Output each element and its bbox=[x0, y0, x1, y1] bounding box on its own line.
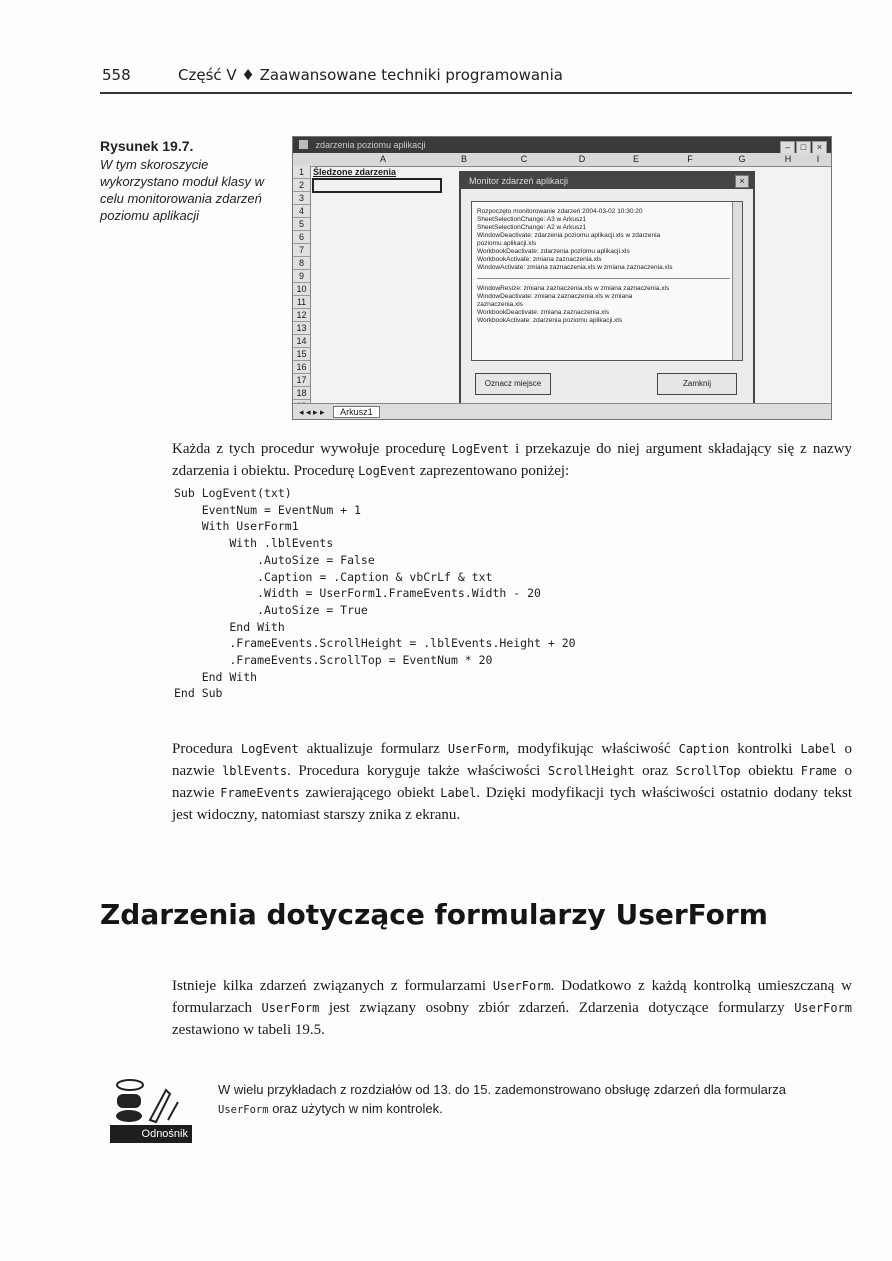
column-header: H bbox=[784, 154, 792, 164]
row-number: 12 bbox=[293, 309, 311, 322]
mark-button: Oznacz miejsce bbox=[475, 373, 551, 395]
excel-titlebar bbox=[293, 137, 831, 153]
inline-code: ScrollHeight bbox=[547, 764, 635, 778]
text: . Dodatkowo z każdą kontrolką umieszczaną w formularzach bbox=[172, 978, 853, 1016]
text: aktualizuje formularz bbox=[298, 741, 448, 757]
note-text bbox=[218, 1080, 838, 1120]
monitor-dialog bbox=[459, 171, 755, 411]
inline-code: Frame bbox=[800, 764, 837, 778]
minimize-icon: – bbox=[780, 141, 795, 154]
log-line: WorkbookActivate: zmiana zaznaczenia.xls bbox=[477, 256, 602, 263]
column-header: G bbox=[738, 154, 746, 164]
cell-a1: Śledzone zdarzenia bbox=[313, 167, 397, 177]
header-rule bbox=[100, 92, 852, 94]
log-scrollbar bbox=[732, 202, 742, 360]
sheet-nav-arrows: ◂ ◂ ▸ ▸ bbox=[299, 407, 325, 417]
row-number: 4 bbox=[293, 205, 311, 218]
row-number: 7 bbox=[293, 244, 311, 257]
row-number: 16 bbox=[293, 361, 311, 374]
inline-code: Label bbox=[440, 786, 477, 800]
log-line: WindowDeactivate: zdarzenia poziomu aplikacji.xls w zdarzenia bbox=[477, 232, 661, 239]
sheet-tabs bbox=[293, 403, 831, 420]
log-line: SheetSelectionChange: A2 w Arkusz1 bbox=[477, 224, 587, 231]
text: o nazwie bbox=[172, 741, 853, 779]
excel-icon bbox=[299, 140, 308, 149]
row-number: 11 bbox=[293, 296, 311, 309]
excel-window-title: zdarzenia poziomu aplikacji bbox=[315, 140, 426, 150]
text: jest związany osobny zbiór zdarzeń. Zdarzenia dotyczące formularzy bbox=[319, 1000, 795, 1016]
paragraph-3 bbox=[172, 975, 852, 1041]
running-header bbox=[100, 66, 852, 92]
log-line: WorkbookActivate: zdarzenia poziomu aplikacji.xls bbox=[477, 317, 623, 324]
inline-code: Caption bbox=[678, 742, 730, 756]
text: kontrolki bbox=[729, 741, 801, 757]
inline-code: UserForm bbox=[218, 1104, 269, 1116]
inline-code: LogEvent bbox=[240, 742, 299, 756]
row-number: 5 bbox=[293, 218, 311, 231]
text: zestawiono w tabeli 19.5. bbox=[172, 1022, 325, 1038]
active-cell bbox=[312, 178, 442, 193]
log-line: WindowActivate: zmiana zaznaczenia.xls w zmiana zaznaczenia.xls bbox=[477, 264, 673, 271]
column-header: B bbox=[460, 154, 467, 164]
sheet-tab: Arkusz1 bbox=[333, 406, 380, 418]
log-line: Rozpoczęto monitorowanie zdarzeń 2004-03-02 10:30:20 bbox=[477, 208, 643, 215]
inline-code: LogEvent bbox=[358, 464, 416, 478]
dialog-title: Monitor zdarzeń aplikacji bbox=[461, 173, 753, 189]
row-numbers bbox=[293, 166, 311, 413]
text: i przekazuje do niej argument składający się z nazwy zdarzenia i obiektu. Procedurę bbox=[172, 441, 852, 479]
column-header: C bbox=[520, 154, 528, 164]
inline-code: UserForm bbox=[794, 1001, 852, 1015]
log-line: zaznaczenia.xls bbox=[477, 301, 523, 308]
row-number: 10 bbox=[293, 283, 311, 296]
column-headers bbox=[293, 153, 831, 167]
paragraph-1 bbox=[172, 438, 852, 482]
section-heading: Zdarzenia dotyczące formularzy UserForm bbox=[100, 898, 768, 931]
close-icon: × bbox=[812, 141, 827, 154]
text: W wielu przykładach z rozdziałów od 13. do 15. zademonstrowano obsługę zdarzeń dla formularza bbox=[218, 1082, 786, 1097]
code-listing: Sub LogEvent(txt) EventNum = EventNum + 1 With UserForm1 With .lblEvents .AutoSize = False .Caption = .Caption & vbCrLf & txt .Width = UserForm1.FrameEvents.Width - 20 .AutoSize = True End With .FrameEvents.ScrollHeight = .lblEvents.Height + 20 .FrameEvents.ScrollTop = EventNum * 20 End With End Sub bbox=[174, 486, 576, 701]
row-number: 3 bbox=[293, 192, 311, 205]
text: o nazwie bbox=[172, 763, 852, 801]
log-line: WorkbookDeactivate: zdarzenia poziomu aplikacji.xls bbox=[477, 248, 630, 255]
text: . Dzięki modyfikacji tych właściwości ostatnio dodany tekst jest widoczny, natomiast starszy znika z ekranu. bbox=[172, 785, 852, 823]
figure-screenshot bbox=[292, 136, 832, 420]
text: oraz bbox=[634, 763, 676, 779]
row-number: 8 bbox=[293, 257, 311, 270]
text: zaprezentowano poniżej: bbox=[415, 463, 570, 479]
row-number: 18 bbox=[293, 387, 311, 400]
column-header: F bbox=[687, 154, 693, 164]
text: Każda z tych procedur wywołuje procedurę bbox=[172, 441, 452, 457]
chapter-title: Część V ♦ Zaawansowane techniki programowania bbox=[178, 66, 563, 84]
paragraph-2 bbox=[172, 738, 852, 826]
column-header: A bbox=[379, 154, 386, 164]
inline-code: UserForm bbox=[261, 1001, 320, 1015]
row-number: 17 bbox=[293, 374, 311, 387]
close-icon: × bbox=[735, 175, 749, 188]
text: oraz użytych w nim kontrolek. bbox=[268, 1101, 443, 1116]
page-number: 558 bbox=[102, 66, 131, 84]
row-number: 13 bbox=[293, 322, 311, 335]
text: obiektu bbox=[740, 763, 801, 779]
inline-code: lblEvents bbox=[222, 764, 288, 778]
inline-code: FrameEvents bbox=[220, 786, 300, 800]
maximize-icon: □ bbox=[796, 141, 811, 154]
row-number: 9 bbox=[293, 270, 311, 283]
text: Procedura bbox=[172, 741, 241, 757]
text: , modyfikując właściwość bbox=[505, 741, 679, 757]
inline-code: ScrollTop bbox=[675, 764, 741, 778]
row-number: 2 bbox=[293, 179, 311, 192]
row-number: 1 bbox=[293, 166, 311, 179]
row-number: 14 bbox=[293, 335, 311, 348]
column-header: I bbox=[816, 154, 820, 164]
log-line: poziomu aplikacji.xls bbox=[477, 240, 537, 247]
log-line: WindowResize: zmiana zaznaczenia.xls w zmiana zaznaczenia.xls bbox=[477, 285, 670, 292]
text: zawierającego obiekt bbox=[299, 785, 441, 801]
text: Istnieje kilka zdarzeń związanych z formularzami bbox=[172, 978, 493, 994]
column-header: E bbox=[632, 154, 639, 164]
figure-caption bbox=[100, 138, 268, 224]
column-header: D bbox=[578, 154, 586, 164]
figure-label: Rysunek 19.7. bbox=[100, 138, 194, 154]
log-line: WindowDeactivate: zmiana zaznaczenia.xls w zmiana bbox=[477, 293, 633, 300]
row-number: 15 bbox=[293, 348, 311, 361]
figure-caption-text: W tym skoroszycie wykorzystano moduł klasy w celu monitorowania zdarzeń poziomu aplikacji bbox=[100, 157, 264, 223]
note-label: Odnośnik bbox=[110, 1125, 192, 1143]
row-number: 6 bbox=[293, 231, 311, 244]
inline-code: UserForm bbox=[492, 979, 551, 993]
log-line: WorkbookDeactivate: zmiana zaznaczenia.xls bbox=[477, 309, 610, 316]
close-button: Zamknij bbox=[657, 373, 737, 395]
inline-code: LogEvent bbox=[451, 442, 510, 456]
text: . Procedura koryguje także właściwości bbox=[287, 763, 548, 779]
event-log bbox=[471, 201, 743, 361]
inline-code: Label bbox=[800, 742, 837, 756]
log-line: SheetSelectionChange: A3 w Arkusz1 bbox=[477, 216, 587, 223]
inline-code: UserForm bbox=[447, 742, 506, 756]
